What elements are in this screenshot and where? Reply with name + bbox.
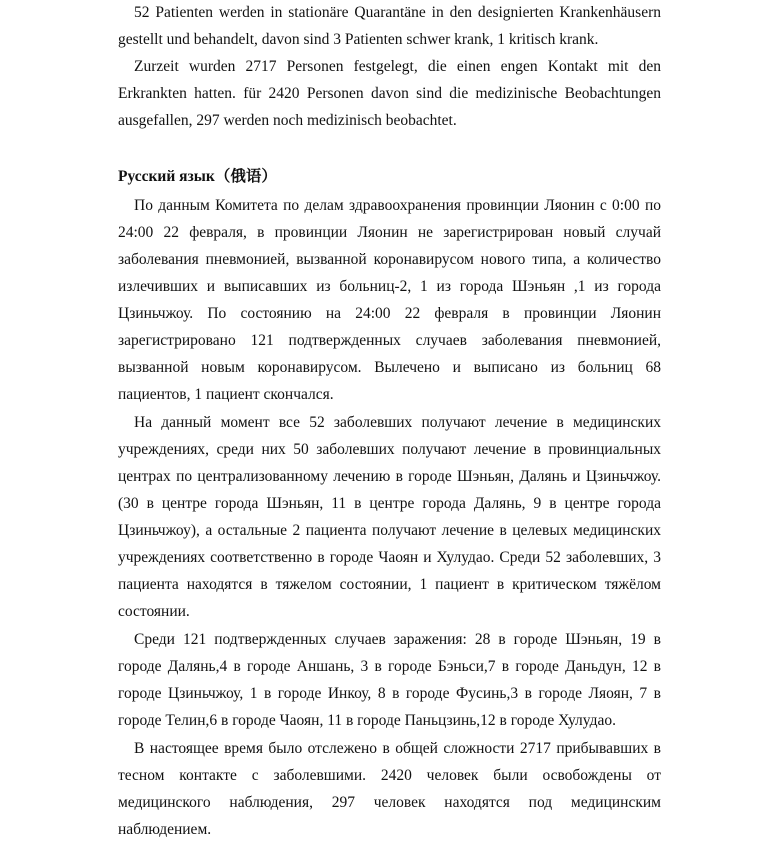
text-line: По данным Комитета по делам здравоохранения провинции Ляонин с 0:00 по [134, 197, 661, 214]
text-line: Цзиньчжоу. По состоянию на 24:00 22 февраля в провинции Ляонин [118, 305, 661, 322]
text-line: наблюдением. [118, 821, 212, 838]
text-line: излечивших и выписавших из больниц-2, 1 из города Шэньян ,1 из города [118, 278, 661, 295]
text-line: gestellt und behandelt, davon sind 3 Patienten schwer krank, 1 kritisch krank. [118, 31, 599, 48]
section-heading-russian: Русский язык（俄语） [118, 168, 277, 185]
text-line: городе Телин,6 в городе Чаоян, 11 в городе Паньцзинь,12 в городе Хулудао. [118, 712, 616, 729]
text-line: На данный момент все 52 заболевших получают лечение в медицинских [134, 414, 661, 431]
text-line: вызванной новым коронавирусом. Вылечено и выписано из больниц 68 [118, 359, 661, 376]
text-line: В настоящее время было отслежено в общей сложности 2717 прибывавших в [134, 740, 661, 757]
text-line: (30 в центре города Шэньян, 11 в центре города Далянь, 9 в центре города [118, 495, 661, 512]
text-line: ausgefallen, 297 werden noch medizinisch beobachtet. [118, 112, 457, 129]
text-line: заболевания пневмонией, вызванной коронавирусом нового типа, а количество [118, 251, 661, 268]
text-line: медицинского наблюдения, 297 человек находятся под медицинским [118, 794, 661, 811]
text-line: пациента находятся в тяжелом состоянии, 1 пациент в критическом тяжёлом [118, 576, 661, 593]
text-line: Среди 121 подтвержденных случаев заражения: 28 в городе Шэньян, 19 в [134, 631, 661, 648]
text-line: Erkrankten hatten. für 2420 Personen davon sind die medizinische Beobachtungen [118, 85, 661, 102]
text-line: 24:00 22 февраля, в провинции Ляонин не зарегистрирован новый случай [118, 224, 661, 241]
text-line: пациентов, 1 пациент скончался. [118, 386, 334, 403]
text-line: зарегистрировано 121 подтвержденных случаев заболевания пневмонией, [118, 332, 661, 349]
text-line: учреждениях, среди них 50 заболевших получают лечение в провинциальных [118, 441, 661, 458]
text-line: Zurzeit wurden 2717 Personen festgelegt, die einen engen Kontakt mit den [134, 58, 661, 75]
text-line: центрах по централизованному лечению в городе Шэньян, Далянь и Цзиньчжоу. [118, 468, 661, 485]
text-line: городе Цзиньчжоу, 1 в городе Инкоу, 8 в городе Фусинь,3 в городе Ляоян, 7 в [118, 685, 661, 702]
text-line: учреждениях соответственно в городе Чаоян и Хулудао. Среди 52 заболевших, 3 [118, 549, 661, 566]
text-line: 52 Patienten werden in stationäre Quarantäne in den designierten Krankenhäusern [134, 4, 661, 21]
text-line: Цзиньчжоу), а остальные 2 пациента получают лечение в целевых медицинских [118, 522, 661, 539]
text-line: городе Далянь,4 в городе Аншань, 3 в городе Бэньси,7 в городе Даньдун, 12 в [118, 658, 661, 675]
text-line: состоянии. [118, 603, 190, 620]
text-line: тесном контакте с заболевшими. 2420 человек были освобождены от [118, 767, 661, 784]
